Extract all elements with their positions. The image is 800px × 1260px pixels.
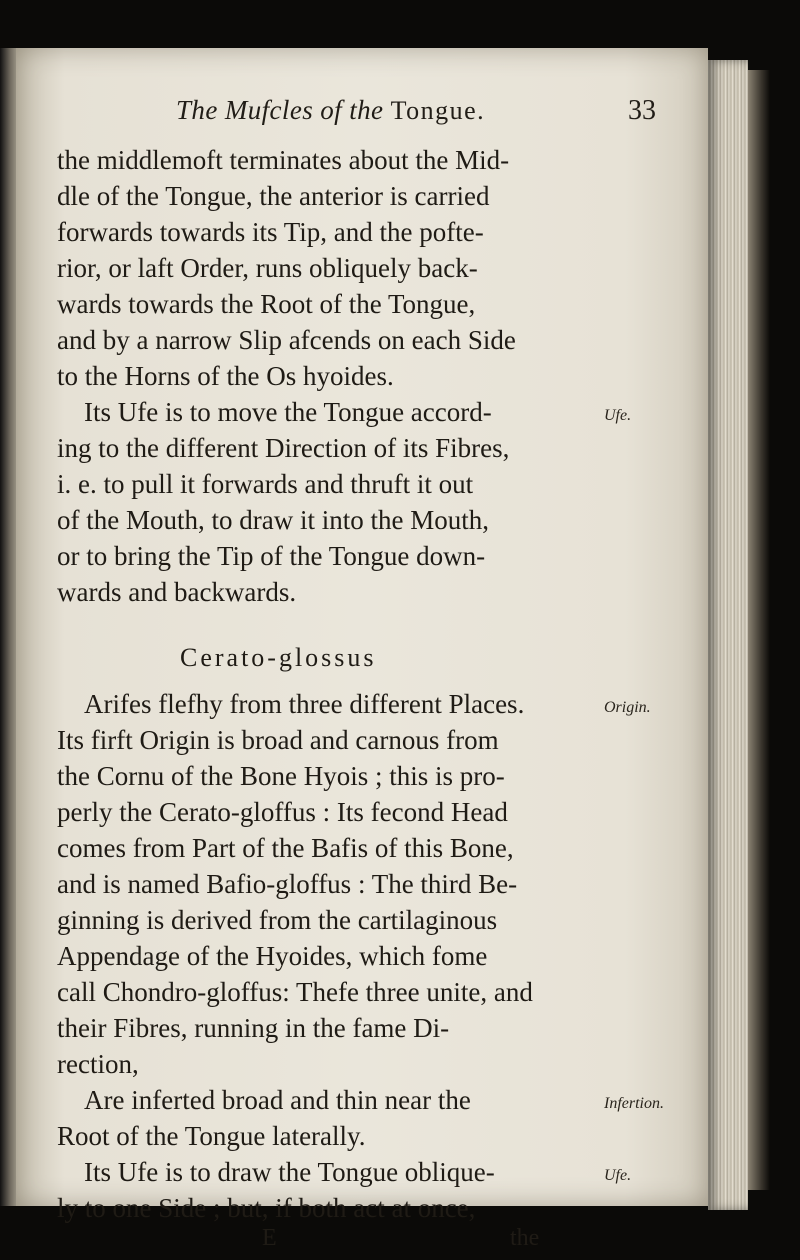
text-line: i. e. to pull it forwards and thruft it out — [57, 469, 474, 499]
text-line: Its firft Origin is broad and carnous from — [57, 725, 499, 755]
text-line: wards and backwards. — [57, 577, 297, 607]
text-line: Are inferted broad and thin near the — [84, 1085, 471, 1115]
text-line: dle of the Tongue, the anterior is carried — [57, 181, 490, 211]
text-line: call Chondro-gloffus: Thefe three unite, and — [57, 977, 533, 1007]
text-line: rection, — [57, 1049, 139, 1079]
running-title-caps: Tongue. — [390, 96, 486, 125]
text-line: comes from Part of the Bafis of this Bone, — [57, 833, 514, 863]
page-number: 33 — [628, 95, 656, 126]
text-line: perly the Cerato-gloffus : Its fecond Head — [57, 797, 508, 827]
margin-note-origin: Origin. — [604, 699, 651, 716]
text-line: and by a narrow Slip afcends on each Side — [57, 325, 516, 355]
catchword: the — [510, 1225, 540, 1251]
text-line: the Cornu of the Bone Hyois ; this is pro- — [57, 761, 505, 791]
running-title-text: The Mufcles of the — [176, 95, 384, 125]
text-line: the middlemoft terminates about the Mid- — [57, 145, 510, 175]
margin-note-use: Ufe. — [604, 407, 632, 424]
text-line: Its Ufe is to move the Tongue accord- — [84, 397, 492, 427]
section-heading: Cerato-glossus — [180, 643, 377, 672]
margin-note-insertion: Infertion. — [604, 1095, 664, 1112]
text-line: Its Ufe is to draw the Tongue oblique- — [84, 1157, 495, 1187]
text-line: Arifes flefhy from three different Places. — [84, 689, 525, 719]
text-line: ly to one Side ; but, if both act at once, — [57, 1193, 476, 1223]
signature-mark: E — [262, 1225, 277, 1251]
margin-note-use-2: Ufe. — [604, 1167, 632, 1184]
text-line: Appendage of the Hyoides, which fome — [57, 941, 488, 971]
text-line: their Fibres, running in the fame Di- — [57, 1013, 450, 1043]
text-line: Root of the Tongue laterally. — [57, 1121, 366, 1151]
text-line: rior, or laft Order, runs obliquely back- — [57, 253, 478, 283]
text-line: ginning is derived from the cartilaginous — [57, 905, 498, 935]
text-line: ing to the different Direction of its Fibres, — [57, 433, 510, 463]
text-line: to the Horns of the Os hyoides. — [57, 361, 394, 391]
text-line: of the Mouth, to draw it into the Mouth, — [57, 505, 489, 535]
text-line: and is named Bafio-gloffus : The third Be- — [57, 869, 518, 899]
text-line: or to bring the Tip of the Tongue down- — [57, 541, 486, 571]
text-line: forwards towards its Tip, and the pofte- — [57, 217, 484, 247]
text-line: wards towards the Root of the Tongue, — [57, 289, 476, 319]
